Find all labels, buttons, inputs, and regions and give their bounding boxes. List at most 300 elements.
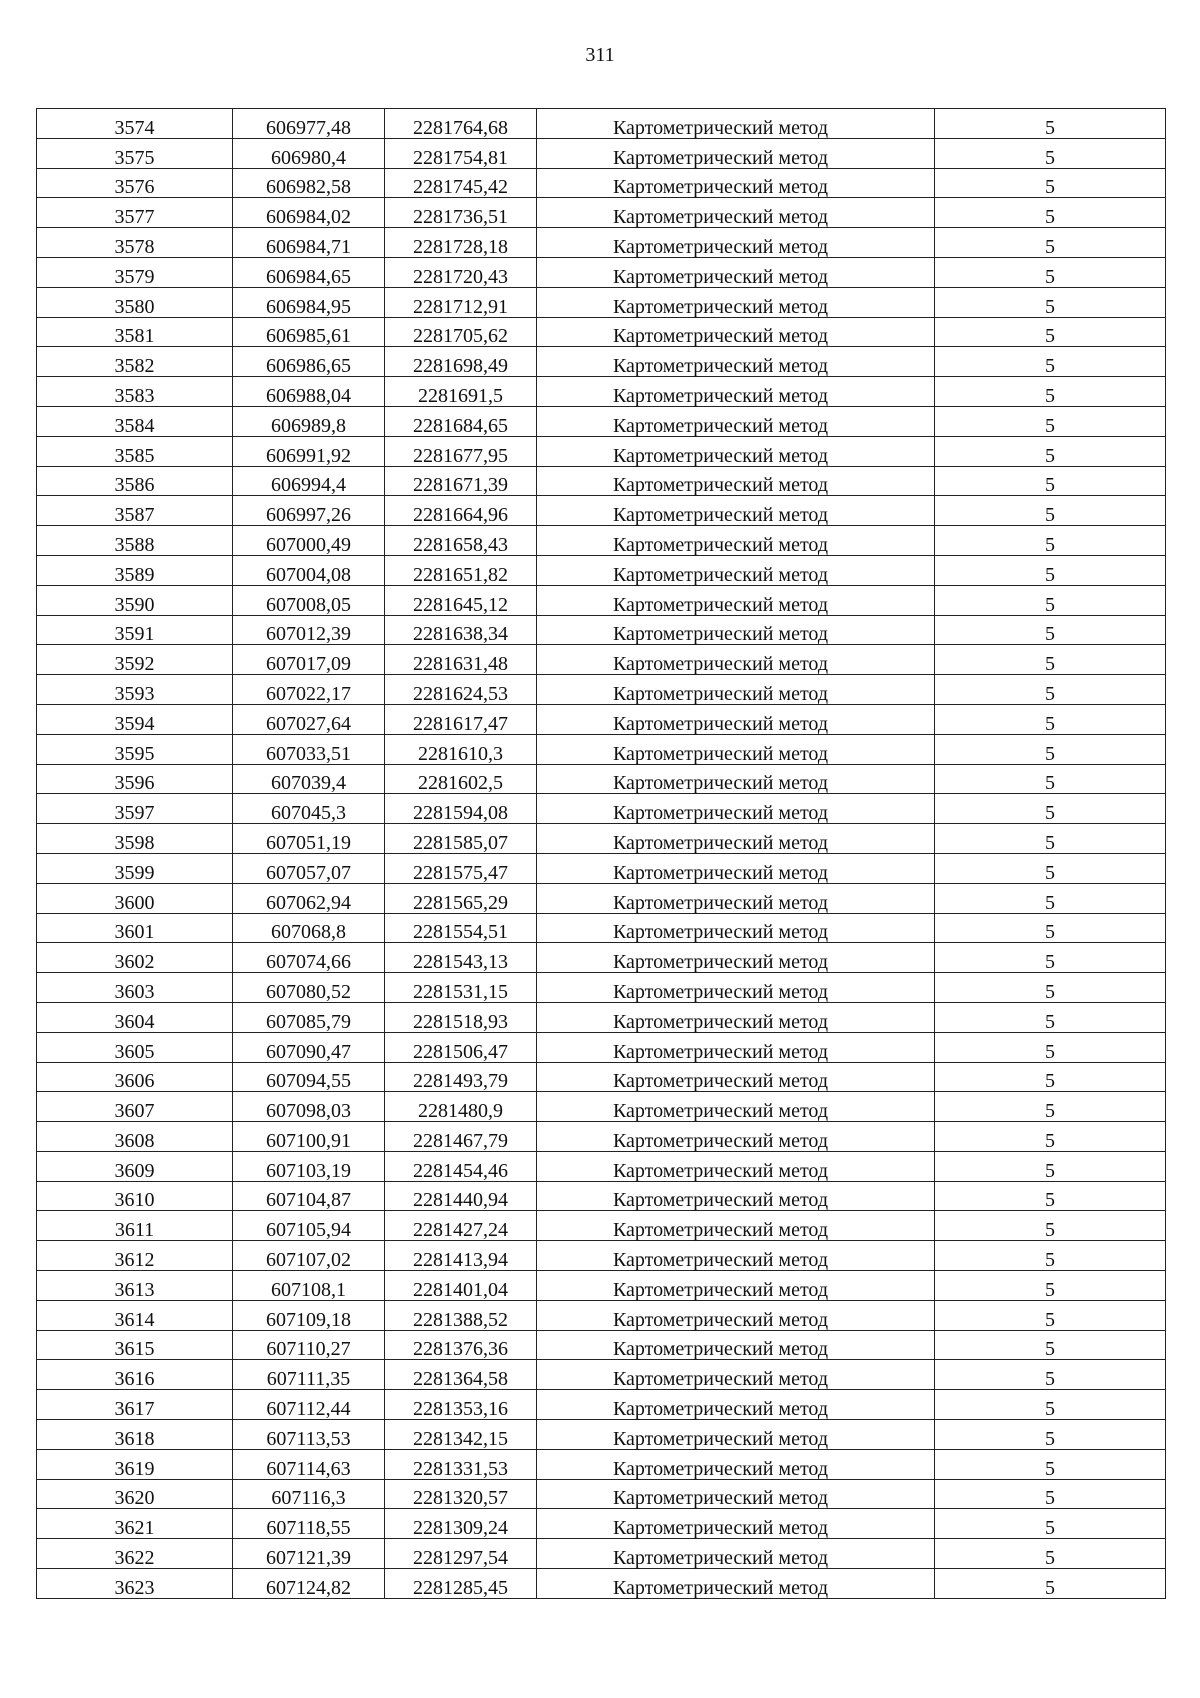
method-cell: Картометрический метод bbox=[537, 377, 935, 407]
point-number-cell: 3596 bbox=[37, 764, 233, 794]
point-number-cell: 3584 bbox=[37, 406, 233, 436]
method-cell: Картометрический метод bbox=[537, 228, 935, 258]
table-row bbox=[37, 168, 1166, 198]
method-cell: Картометрический метод bbox=[537, 317, 935, 347]
method-cell: Картометрический метод bbox=[537, 1449, 935, 1479]
x-coordinate-cell: 607098,03 bbox=[233, 1092, 385, 1122]
y-coordinate-cell: 2281364,58 bbox=[385, 1360, 537, 1390]
y-coordinate-cell: 2281671,39 bbox=[385, 466, 537, 496]
point-number-cell: 3619 bbox=[37, 1449, 233, 1479]
y-coordinate-cell: 2281506,47 bbox=[385, 1032, 537, 1062]
x-coordinate-cell: 607074,66 bbox=[233, 943, 385, 973]
table-row bbox=[37, 615, 1166, 645]
table-row bbox=[37, 1569, 1166, 1599]
table-row bbox=[37, 645, 1166, 675]
x-coordinate-cell: 607000,49 bbox=[233, 526, 385, 556]
precision-cell: 5 bbox=[935, 675, 1166, 705]
y-coordinate-cell: 2281342,15 bbox=[385, 1420, 537, 1450]
x-coordinate-cell: 606984,02 bbox=[233, 198, 385, 228]
point-number-cell: 3576 bbox=[37, 168, 233, 198]
point-number-cell: 3607 bbox=[37, 1092, 233, 1122]
table-row bbox=[37, 257, 1166, 287]
y-coordinate-cell: 2281691,5 bbox=[385, 377, 537, 407]
point-number-cell: 3621 bbox=[37, 1509, 233, 1539]
method-cell: Картометрический метод bbox=[537, 1002, 935, 1032]
y-coordinate-cell: 2281480,9 bbox=[385, 1092, 537, 1122]
method-cell: Картометрический метод bbox=[537, 109, 935, 139]
table-row bbox=[37, 526, 1166, 556]
precision-cell: 5 bbox=[935, 1271, 1166, 1301]
y-coordinate-cell: 2281285,45 bbox=[385, 1569, 537, 1599]
precision-cell: 5 bbox=[935, 228, 1166, 258]
y-coordinate-cell: 2281467,79 bbox=[385, 1122, 537, 1152]
x-coordinate-cell: 607033,51 bbox=[233, 734, 385, 764]
y-coordinate-cell: 2281658,43 bbox=[385, 526, 537, 556]
x-coordinate-cell: 607017,09 bbox=[233, 645, 385, 675]
point-number-cell: 3597 bbox=[37, 794, 233, 824]
point-number-cell: 3574 bbox=[37, 109, 233, 139]
table-row bbox=[37, 1390, 1166, 1420]
y-coordinate-cell: 2281440,94 bbox=[385, 1181, 537, 1211]
y-coordinate-cell: 2281705,62 bbox=[385, 317, 537, 347]
precision-cell: 5 bbox=[935, 1479, 1166, 1509]
y-coordinate-cell: 2281645,12 bbox=[385, 585, 537, 615]
table-row bbox=[37, 1330, 1166, 1360]
x-coordinate-cell: 607045,3 bbox=[233, 794, 385, 824]
table-row bbox=[37, 1271, 1166, 1301]
x-coordinate-cell: 606989,8 bbox=[233, 406, 385, 436]
precision-cell: 5 bbox=[935, 824, 1166, 854]
table-row bbox=[37, 436, 1166, 466]
y-coordinate-cell: 2281602,5 bbox=[385, 764, 537, 794]
x-coordinate-cell: 607121,39 bbox=[233, 1539, 385, 1569]
method-cell: Картометрический метод bbox=[537, 1300, 935, 1330]
method-cell: Картометрический метод bbox=[537, 1569, 935, 1599]
precision-cell: 5 bbox=[935, 913, 1166, 943]
point-number-cell: 3622 bbox=[37, 1539, 233, 1569]
precision-cell: 5 bbox=[935, 1032, 1166, 1062]
point-number-cell: 3613 bbox=[37, 1271, 233, 1301]
table-row bbox=[37, 109, 1166, 139]
precision-cell: 5 bbox=[935, 1420, 1166, 1450]
x-coordinate-cell: 606997,26 bbox=[233, 496, 385, 526]
method-cell: Картометрический метод bbox=[537, 1360, 935, 1390]
x-coordinate-cell: 606991,92 bbox=[233, 436, 385, 466]
table-row bbox=[37, 1479, 1166, 1509]
y-coordinate-cell: 2281575,47 bbox=[385, 853, 537, 883]
x-coordinate-cell: 607012,39 bbox=[233, 615, 385, 645]
x-coordinate-cell: 606986,65 bbox=[233, 347, 385, 377]
point-number-cell: 3580 bbox=[37, 287, 233, 317]
point-number-cell: 3594 bbox=[37, 704, 233, 734]
y-coordinate-cell: 2281454,46 bbox=[385, 1151, 537, 1181]
y-coordinate-cell: 2281754,81 bbox=[385, 138, 537, 168]
y-coordinate-cell: 2281736,51 bbox=[385, 198, 537, 228]
table-row bbox=[37, 1122, 1166, 1152]
page-number: 311 bbox=[585, 44, 615, 66]
table-row bbox=[37, 883, 1166, 913]
table-row bbox=[37, 347, 1166, 377]
method-cell: Картометрический метод bbox=[537, 496, 935, 526]
y-coordinate-cell: 2281677,95 bbox=[385, 436, 537, 466]
point-number-cell: 3586 bbox=[37, 466, 233, 496]
method-cell: Картометрический метод bbox=[537, 1211, 935, 1241]
precision-cell: 5 bbox=[935, 764, 1166, 794]
table-row bbox=[37, 824, 1166, 854]
precision-cell: 5 bbox=[935, 973, 1166, 1003]
table-row bbox=[37, 764, 1166, 794]
y-coordinate-cell: 2281353,16 bbox=[385, 1390, 537, 1420]
x-coordinate-cell: 607111,35 bbox=[233, 1360, 385, 1390]
y-coordinate-cell: 2281543,13 bbox=[385, 943, 537, 973]
method-cell: Картометрический метод bbox=[537, 287, 935, 317]
point-number-cell: 3585 bbox=[37, 436, 233, 466]
precision-cell: 5 bbox=[935, 615, 1166, 645]
y-coordinate-cell: 2281712,91 bbox=[385, 287, 537, 317]
x-coordinate-cell: 607080,52 bbox=[233, 973, 385, 1003]
table-row bbox=[37, 228, 1166, 258]
precision-cell: 5 bbox=[935, 1390, 1166, 1420]
table-row bbox=[37, 1032, 1166, 1062]
point-number-cell: 3592 bbox=[37, 645, 233, 675]
y-coordinate-cell: 2281594,08 bbox=[385, 794, 537, 824]
precision-cell: 5 bbox=[935, 853, 1166, 883]
precision-cell: 5 bbox=[935, 1062, 1166, 1092]
x-coordinate-cell: 607068,8 bbox=[233, 913, 385, 943]
precision-cell: 5 bbox=[935, 794, 1166, 824]
y-coordinate-cell: 2281631,48 bbox=[385, 645, 537, 675]
method-cell: Картометрический метод bbox=[537, 1181, 935, 1211]
table-row bbox=[37, 1181, 1166, 1211]
table-row bbox=[37, 585, 1166, 615]
method-cell: Картометрический метод bbox=[537, 645, 935, 675]
x-coordinate-cell: 607085,79 bbox=[233, 1002, 385, 1032]
method-cell: Картометрический метод bbox=[537, 824, 935, 854]
method-cell: Картометрический метод bbox=[537, 1151, 935, 1181]
x-coordinate-cell: 607027,64 bbox=[233, 704, 385, 734]
y-coordinate-cell: 2281401,04 bbox=[385, 1271, 537, 1301]
y-coordinate-cell: 2281764,68 bbox=[385, 109, 537, 139]
x-coordinate-cell: 607100,91 bbox=[233, 1122, 385, 1152]
y-coordinate-cell: 2281684,65 bbox=[385, 406, 537, 436]
point-number-cell: 3618 bbox=[37, 1420, 233, 1450]
y-coordinate-cell: 2281413,94 bbox=[385, 1241, 537, 1271]
x-coordinate-cell: 607051,19 bbox=[233, 824, 385, 854]
method-cell: Картометрический метод bbox=[537, 168, 935, 198]
precision-cell: 5 bbox=[935, 287, 1166, 317]
method-cell: Картометрический метод bbox=[537, 1271, 935, 1301]
table-row bbox=[37, 913, 1166, 943]
x-coordinate-cell: 607004,08 bbox=[233, 555, 385, 585]
point-number-cell: 3616 bbox=[37, 1360, 233, 1390]
point-number-cell: 3611 bbox=[37, 1211, 233, 1241]
method-cell: Картометрический метод bbox=[537, 973, 935, 1003]
x-coordinate-cell: 607104,87 bbox=[233, 1181, 385, 1211]
x-coordinate-cell: 607124,82 bbox=[233, 1569, 385, 1599]
point-number-cell: 3577 bbox=[37, 198, 233, 228]
y-coordinate-cell: 2281585,07 bbox=[385, 824, 537, 854]
precision-cell: 5 bbox=[935, 883, 1166, 913]
point-number-cell: 3610 bbox=[37, 1181, 233, 1211]
precision-cell: 5 bbox=[935, 347, 1166, 377]
x-coordinate-cell: 607112,44 bbox=[233, 1390, 385, 1420]
method-cell: Картометрический метод bbox=[537, 1539, 935, 1569]
precision-cell: 5 bbox=[935, 1151, 1166, 1181]
y-coordinate-cell: 2281331,53 bbox=[385, 1449, 537, 1479]
table-row bbox=[37, 973, 1166, 1003]
precision-cell: 5 bbox=[935, 1002, 1166, 1032]
method-cell: Картометрический метод bbox=[537, 1330, 935, 1360]
method-cell: Картометрический метод bbox=[537, 526, 935, 556]
precision-cell: 5 bbox=[935, 1539, 1166, 1569]
point-number-cell: 3614 bbox=[37, 1300, 233, 1330]
point-number-cell: 3581 bbox=[37, 317, 233, 347]
table-row bbox=[37, 1092, 1166, 1122]
x-coordinate-cell: 606984,65 bbox=[233, 257, 385, 287]
point-number-cell: 3609 bbox=[37, 1151, 233, 1181]
y-coordinate-cell: 2281554,51 bbox=[385, 913, 537, 943]
method-cell: Картометрический метод bbox=[537, 138, 935, 168]
table-row bbox=[37, 287, 1166, 317]
y-coordinate-cell: 2281309,24 bbox=[385, 1509, 537, 1539]
point-number-cell: 3602 bbox=[37, 943, 233, 973]
precision-cell: 5 bbox=[935, 109, 1166, 139]
table-row bbox=[37, 138, 1166, 168]
precision-cell: 5 bbox=[935, 555, 1166, 585]
x-coordinate-cell: 607057,07 bbox=[233, 853, 385, 883]
point-number-cell: 3604 bbox=[37, 1002, 233, 1032]
precision-cell: 5 bbox=[935, 138, 1166, 168]
point-number-cell: 3605 bbox=[37, 1032, 233, 1062]
precision-cell: 5 bbox=[935, 257, 1166, 287]
x-coordinate-cell: 607039,4 bbox=[233, 764, 385, 794]
precision-cell: 5 bbox=[935, 526, 1166, 556]
point-number-cell: 3587 bbox=[37, 496, 233, 526]
table-row bbox=[37, 1539, 1166, 1569]
method-cell: Картометрический метод bbox=[537, 615, 935, 645]
point-number-cell: 3575 bbox=[37, 138, 233, 168]
method-cell: Картометрический метод bbox=[537, 913, 935, 943]
y-coordinate-cell: 2281427,24 bbox=[385, 1211, 537, 1241]
method-cell: Картометрический метод bbox=[537, 1032, 935, 1062]
x-coordinate-cell: 607090,47 bbox=[233, 1032, 385, 1062]
method-cell: Картометрический метод bbox=[537, 1062, 935, 1092]
method-cell: Картометрический метод bbox=[537, 853, 935, 883]
point-number-cell: 3599 bbox=[37, 853, 233, 883]
x-coordinate-cell: 607008,05 bbox=[233, 585, 385, 615]
method-cell: Картометрический метод bbox=[537, 1092, 935, 1122]
table-row bbox=[37, 1062, 1166, 1092]
precision-cell: 5 bbox=[935, 1241, 1166, 1271]
precision-cell: 5 bbox=[935, 168, 1166, 198]
point-number-cell: 3595 bbox=[37, 734, 233, 764]
precision-cell: 5 bbox=[935, 466, 1166, 496]
x-coordinate-cell: 607118,55 bbox=[233, 1509, 385, 1539]
precision-cell: 5 bbox=[935, 198, 1166, 228]
precision-cell: 5 bbox=[935, 1300, 1166, 1330]
point-number-cell: 3617 bbox=[37, 1390, 233, 1420]
x-coordinate-cell: 607109,18 bbox=[233, 1300, 385, 1330]
x-coordinate-cell: 606985,61 bbox=[233, 317, 385, 347]
method-cell: Картометрический метод bbox=[537, 1390, 935, 1420]
method-cell: Картометрический метод bbox=[537, 704, 935, 734]
point-number-cell: 3615 bbox=[37, 1330, 233, 1360]
method-cell: Картометрический метод bbox=[537, 675, 935, 705]
method-cell: Картометрический метод bbox=[537, 1122, 935, 1152]
precision-cell: 5 bbox=[935, 1181, 1166, 1211]
y-coordinate-cell: 2281728,18 bbox=[385, 228, 537, 258]
point-number-cell: 3598 bbox=[37, 824, 233, 854]
table-row bbox=[37, 734, 1166, 764]
method-cell: Картометрический метод bbox=[537, 1420, 935, 1450]
method-cell: Картометрический метод bbox=[537, 883, 935, 913]
table-row bbox=[37, 1002, 1166, 1032]
x-coordinate-cell: 606984,71 bbox=[233, 228, 385, 258]
method-cell: Картометрический метод bbox=[537, 347, 935, 377]
point-number-cell: 3590 bbox=[37, 585, 233, 615]
precision-cell: 5 bbox=[935, 1330, 1166, 1360]
y-coordinate-cell: 2281376,36 bbox=[385, 1330, 537, 1360]
coordinates-table bbox=[36, 108, 1166, 1599]
method-cell: Картометрический метод bbox=[537, 585, 935, 615]
point-number-cell: 3608 bbox=[37, 1122, 233, 1152]
x-coordinate-cell: 606988,04 bbox=[233, 377, 385, 407]
point-number-cell: 3623 bbox=[37, 1569, 233, 1599]
x-coordinate-cell: 606977,48 bbox=[233, 109, 385, 139]
precision-cell: 5 bbox=[935, 943, 1166, 973]
point-number-cell: 3593 bbox=[37, 675, 233, 705]
y-coordinate-cell: 2281388,52 bbox=[385, 1300, 537, 1330]
table-row bbox=[37, 1449, 1166, 1479]
y-coordinate-cell: 2281610,3 bbox=[385, 734, 537, 764]
x-coordinate-cell: 607022,17 bbox=[233, 675, 385, 705]
precision-cell: 5 bbox=[935, 317, 1166, 347]
method-cell: Картометрический метод bbox=[537, 466, 935, 496]
y-coordinate-cell: 2281664,96 bbox=[385, 496, 537, 526]
y-coordinate-cell: 2281651,82 bbox=[385, 555, 537, 585]
y-coordinate-cell: 2281297,54 bbox=[385, 1539, 537, 1569]
method-cell: Картометрический метод bbox=[537, 406, 935, 436]
method-cell: Картометрический метод bbox=[537, 734, 935, 764]
point-number-cell: 3588 bbox=[37, 526, 233, 556]
precision-cell: 5 bbox=[935, 1092, 1166, 1122]
point-number-cell: 3620 bbox=[37, 1479, 233, 1509]
y-coordinate-cell: 2281745,42 bbox=[385, 168, 537, 198]
y-coordinate-cell: 2281720,43 bbox=[385, 257, 537, 287]
y-coordinate-cell: 2281638,34 bbox=[385, 615, 537, 645]
x-coordinate-cell: 607114,63 bbox=[233, 1449, 385, 1479]
table-row bbox=[37, 496, 1166, 526]
precision-cell: 5 bbox=[935, 1211, 1166, 1241]
table-row bbox=[37, 704, 1166, 734]
precision-cell: 5 bbox=[935, 496, 1166, 526]
x-coordinate-cell: 607107,02 bbox=[233, 1241, 385, 1271]
point-number-cell: 3579 bbox=[37, 257, 233, 287]
precision-cell: 5 bbox=[935, 1122, 1166, 1152]
table-row bbox=[37, 1211, 1166, 1241]
x-coordinate-cell: 607103,19 bbox=[233, 1151, 385, 1181]
method-cell: Картометрический метод bbox=[537, 555, 935, 585]
table-row bbox=[37, 853, 1166, 883]
precision-cell: 5 bbox=[935, 734, 1166, 764]
method-cell: Картометрический метод bbox=[537, 764, 935, 794]
method-cell: Картометрический метод bbox=[537, 436, 935, 466]
table-row bbox=[37, 1241, 1166, 1271]
x-coordinate-cell: 607105,94 bbox=[233, 1211, 385, 1241]
precision-cell: 5 bbox=[935, 704, 1166, 734]
x-coordinate-cell: 607062,94 bbox=[233, 883, 385, 913]
precision-cell: 5 bbox=[935, 1360, 1166, 1390]
method-cell: Картометрический метод bbox=[537, 1509, 935, 1539]
point-number-cell: 3582 bbox=[37, 347, 233, 377]
table-row bbox=[37, 794, 1166, 824]
table-row bbox=[37, 317, 1166, 347]
table-row bbox=[37, 377, 1166, 407]
method-cell: Картометрический метод bbox=[537, 943, 935, 973]
point-number-cell: 3583 bbox=[37, 377, 233, 407]
table-row bbox=[37, 943, 1166, 973]
point-number-cell: 3600 bbox=[37, 883, 233, 913]
y-coordinate-cell: 2281565,29 bbox=[385, 883, 537, 913]
x-coordinate-cell: 607113,53 bbox=[233, 1420, 385, 1450]
table-row bbox=[37, 1360, 1166, 1390]
y-coordinate-cell: 2281320,57 bbox=[385, 1479, 537, 1509]
table-row bbox=[37, 198, 1166, 228]
precision-cell: 5 bbox=[935, 585, 1166, 615]
x-coordinate-cell: 607110,27 bbox=[233, 1330, 385, 1360]
method-cell: Картометрический метод bbox=[537, 257, 935, 287]
table-row bbox=[37, 555, 1166, 585]
x-coordinate-cell: 606982,58 bbox=[233, 168, 385, 198]
point-number-cell: 3591 bbox=[37, 615, 233, 645]
x-coordinate-cell: 607108,1 bbox=[233, 1271, 385, 1301]
precision-cell: 5 bbox=[935, 377, 1166, 407]
method-cell: Картометрический метод bbox=[537, 794, 935, 824]
x-coordinate-cell: 606994,4 bbox=[233, 466, 385, 496]
method-cell: Картометрический метод bbox=[537, 1241, 935, 1271]
precision-cell: 5 bbox=[935, 1509, 1166, 1539]
point-number-cell: 3601 bbox=[37, 913, 233, 943]
point-number-cell: 3589 bbox=[37, 555, 233, 585]
point-number-cell: 3603 bbox=[37, 973, 233, 1003]
y-coordinate-cell: 2281624,53 bbox=[385, 675, 537, 705]
x-coordinate-cell: 606980,4 bbox=[233, 138, 385, 168]
table-row bbox=[37, 1300, 1166, 1330]
y-coordinate-cell: 2281531,15 bbox=[385, 973, 537, 1003]
y-coordinate-cell: 2281698,49 bbox=[385, 347, 537, 377]
table-row bbox=[37, 466, 1166, 496]
x-coordinate-cell: 607094,55 bbox=[233, 1062, 385, 1092]
precision-cell: 5 bbox=[935, 1569, 1166, 1599]
y-coordinate-cell: 2281493,79 bbox=[385, 1062, 537, 1092]
precision-cell: 5 bbox=[935, 436, 1166, 466]
point-number-cell: 3612 bbox=[37, 1241, 233, 1271]
precision-cell: 5 bbox=[935, 406, 1166, 436]
x-coordinate-cell: 607116,3 bbox=[233, 1479, 385, 1509]
table-row bbox=[37, 1420, 1166, 1450]
table-row bbox=[37, 1151, 1166, 1181]
point-number-cell: 3578 bbox=[37, 228, 233, 258]
method-cell: Картометрический метод bbox=[537, 1479, 935, 1509]
table-row bbox=[37, 675, 1166, 705]
table-row bbox=[37, 1509, 1166, 1539]
y-coordinate-cell: 2281617,47 bbox=[385, 704, 537, 734]
point-number-cell: 3606 bbox=[37, 1062, 233, 1092]
precision-cell: 5 bbox=[935, 1449, 1166, 1479]
table-row bbox=[37, 406, 1166, 436]
table-body bbox=[37, 109, 1166, 1599]
y-coordinate-cell: 2281518,93 bbox=[385, 1002, 537, 1032]
